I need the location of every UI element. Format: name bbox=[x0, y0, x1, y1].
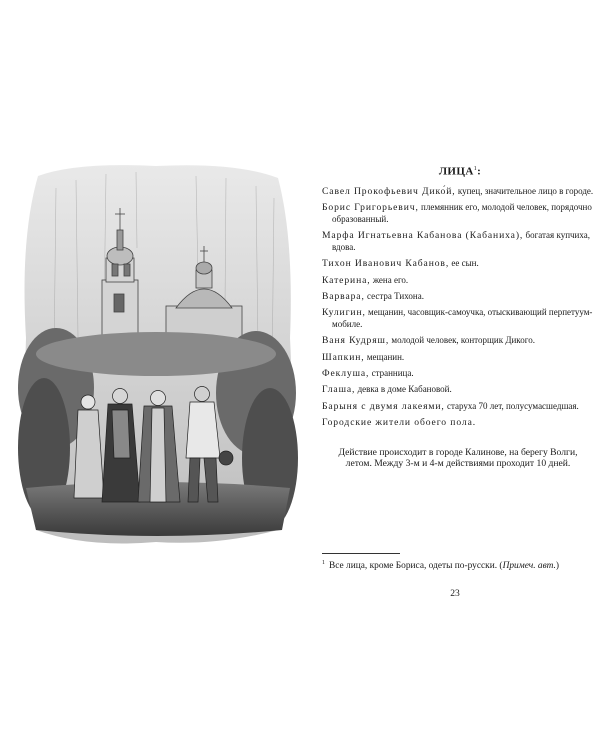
character-name: Кулигин, bbox=[322, 307, 366, 319]
list-item bbox=[322, 401, 594, 412]
character-description: мещанин. bbox=[364, 351, 405, 362]
list-item bbox=[322, 186, 594, 197]
list-item bbox=[322, 384, 594, 395]
list-item bbox=[322, 258, 594, 269]
character-description: сестра Тихона. bbox=[364, 290, 424, 301]
character-description: старуха 70 лет, полусумасшедшая. bbox=[444, 400, 579, 411]
character-list bbox=[322, 186, 594, 429]
character-name: Тихон Иванович Кабанов, bbox=[322, 258, 450, 270]
character-name: Городские жители обоего пола. bbox=[322, 417, 477, 429]
character-description: жена его. bbox=[370, 274, 409, 285]
list-item bbox=[322, 202, 594, 225]
character-description: девка в доме Кабановой. bbox=[355, 384, 452, 395]
page-title bbox=[322, 164, 594, 178]
setting-note: Действие происходит в городе Калинове, на берегу Волги, летом. Между 3-м и 4-м действиями проходит 10 дней. bbox=[338, 446, 578, 470]
character-name: Феклуша, bbox=[322, 367, 370, 379]
character-description: странница. bbox=[369, 367, 414, 378]
character-name: Марфа Игнатьевна Кабанова (Кабаниха), bbox=[322, 230, 524, 242]
title-text: ЛИЦА bbox=[438, 165, 474, 178]
illustration-drawing bbox=[16, 158, 299, 550]
character-name: Катерина, bbox=[322, 274, 371, 286]
list-item bbox=[322, 352, 594, 363]
character-description: племянник его, молодой человек, порядочно образованный. bbox=[332, 202, 592, 224]
footnote-author-note: Примеч. авт. bbox=[502, 561, 556, 572]
footnote bbox=[322, 558, 590, 573]
character-description: мещанин, часовщик-самоучка, отыскивающий перпетуум-мобиле. bbox=[332, 307, 593, 329]
footnote-text: Все лица, кроме Бориса, одеты по-русски. ( bbox=[329, 561, 503, 572]
cast-list-column bbox=[322, 164, 594, 470]
list-item bbox=[322, 275, 594, 286]
page-number: 23 bbox=[450, 588, 460, 599]
character-description: богатая купчиха, вдова. bbox=[332, 230, 590, 252]
title-footnote-mark: 1 bbox=[473, 166, 478, 172]
list-item bbox=[322, 368, 594, 379]
title-colon: : bbox=[477, 165, 482, 178]
character-description: купец, значительное лицо в городе. bbox=[455, 186, 594, 197]
footnote-close: ) bbox=[555, 561, 559, 572]
footnote-mark: 1 bbox=[322, 560, 325, 566]
footnote-divider bbox=[322, 553, 400, 554]
list-item bbox=[322, 417, 594, 428]
character-name: Варвара, bbox=[322, 290, 365, 302]
list-item bbox=[322, 230, 594, 253]
character-name: Ваня Кудряш, bbox=[322, 335, 390, 347]
illustration-church-figures bbox=[16, 158, 299, 550]
character-name: Шапкин, bbox=[322, 351, 365, 363]
character-name: Савел Прокофьевич Дико́й, bbox=[322, 186, 456, 198]
character-name: Борис Григорьевич, bbox=[322, 202, 419, 214]
character-name: Барыня с двумя лакеями, bbox=[322, 400, 445, 412]
character-name: Глаша, bbox=[322, 384, 356, 396]
character-description: молодой человек, конторщик Дикого. bbox=[389, 335, 535, 346]
character-description: ее сын. bbox=[449, 258, 479, 269]
list-item bbox=[322, 291, 594, 302]
list-item bbox=[322, 307, 594, 330]
list-item bbox=[322, 335, 594, 346]
